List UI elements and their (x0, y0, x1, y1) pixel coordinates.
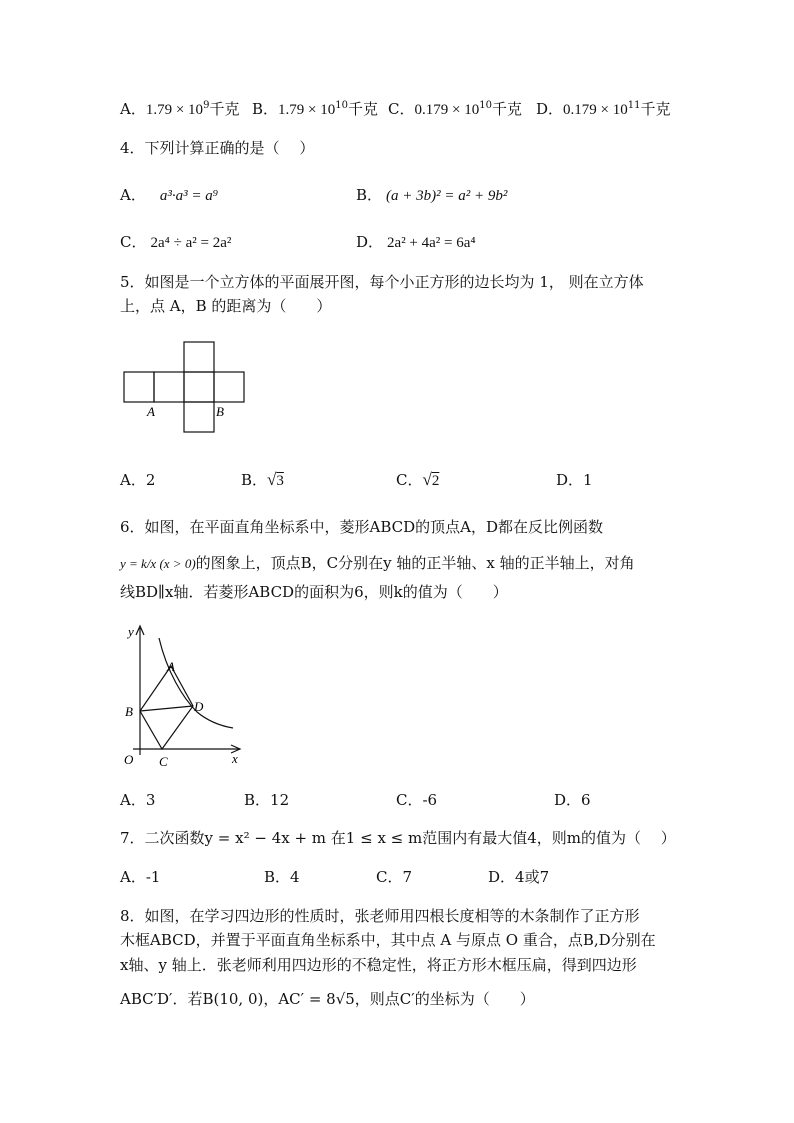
q6-option-d: D．6 (554, 791, 591, 809)
vertex-label-c: C (159, 754, 168, 769)
q5-option-a: A．2 (120, 471, 156, 489)
q7-option-b: B．4 (264, 868, 300, 886)
net-square-4 (214, 372, 244, 402)
diagonal-bd (140, 706, 193, 711)
q8-line4: ABC′D′．若B(10, 0)，AC′ = 8√5，则点C′的坐标为（ ） (120, 990, 535, 1008)
q3-option-c: C．$0.179 \times 10^{10}$千克 (388, 100, 522, 118)
q7-option-a: A．-1 (120, 868, 161, 886)
q3-option-a: A．$1.79 \times 10^9$千克 (120, 100, 240, 118)
q4-stem: 4．下列计算正确的是（ ） (120, 139, 315, 157)
q4-option-c: C． 2a⁴ ÷ a² = 2a² (120, 233, 232, 251)
point-label-a: A (147, 404, 155, 419)
net-square-3 (184, 372, 214, 402)
axis-label-y: y (128, 624, 134, 639)
cube-net-figure (120, 340, 250, 436)
axis-label-x: x (232, 751, 238, 766)
q8-line3: x轴、y 轴上．张老师利用四边形的不稳定性，将正方形木框压扁，得到四边形 (120, 956, 637, 974)
rhombus (140, 666, 193, 749)
q6-line2: y = k/x (x > 0)的图象上，顶点B，C分别在y 轴的正半轴、x 轴的正半轴上，对角 (120, 554, 635, 572)
vertex-label-b: B (125, 704, 133, 719)
q7-stem: 7．二次函数y = x² − 4x + m 在1 ≤ x ≤ m范围内有最大值4，则m的值为（ ） (120, 829, 676, 847)
q6-line3: 线BD∥x轴．若菱形ABCD的面积为6，则k的值为（ ） (120, 583, 508, 601)
q5-option-d: D．1 (556, 471, 593, 489)
q4-option-b: B． (a + 3b)² = a² + 9b² (356, 186, 508, 204)
point-label-b: B (216, 404, 224, 419)
q7-option-c: C．7 (376, 868, 413, 886)
origin-label: O (124, 752, 134, 767)
q6-line1: 6．如图，在平面直角坐标系中，菱形ABCD的顶点A，D都在反比例函数 (120, 518, 604, 536)
q5-option-c: C．√2 (396, 470, 440, 489)
q3-option-d: D．$0.179 \times 10^{11}$千克 (536, 100, 671, 118)
q3-option-b: B．$1.79 \times 10^{10}$千克 (252, 100, 378, 118)
q5-stem-line2: 上，点 A，B 的距离为（ ） (120, 297, 332, 315)
q8-line1: 8．如图，在学习四边形的性质时，张老师用四根长度相等的木条制作了正方形 (120, 907, 640, 925)
vertex-label-a: A (167, 659, 175, 674)
q4-option-d: D． 2a² + 4a² = 6a⁴ (356, 233, 476, 251)
net-square-top (184, 342, 214, 372)
q5-stem-line1: 5．如图是一个立方体的平面展开图，每个小正方形的边长均为 1， 则在立方体 (120, 273, 644, 291)
q6-option-c: C．-6 (396, 791, 438, 809)
q7-option-d: D．4或7 (488, 868, 550, 886)
q6-option-a: A．3 (120, 791, 156, 809)
net-square-2 (154, 372, 184, 402)
q6-option-b: B．12 (244, 791, 290, 809)
net-square-bottom (184, 402, 214, 432)
net-square-1 (124, 372, 154, 402)
rhombus-figure (115, 620, 250, 770)
q4-option-a: A． a³·a³ = a⁹ (120, 186, 218, 204)
hyperbola-curve (159, 638, 233, 728)
vertex-label-d: D (194, 699, 204, 714)
q8-line2: 木框ABCD，并置于平面直角坐标系中，其中点 A 与原点 O 重合，点B,D分别在 (120, 931, 656, 949)
q5-option-b: B．√3 (241, 470, 284, 489)
